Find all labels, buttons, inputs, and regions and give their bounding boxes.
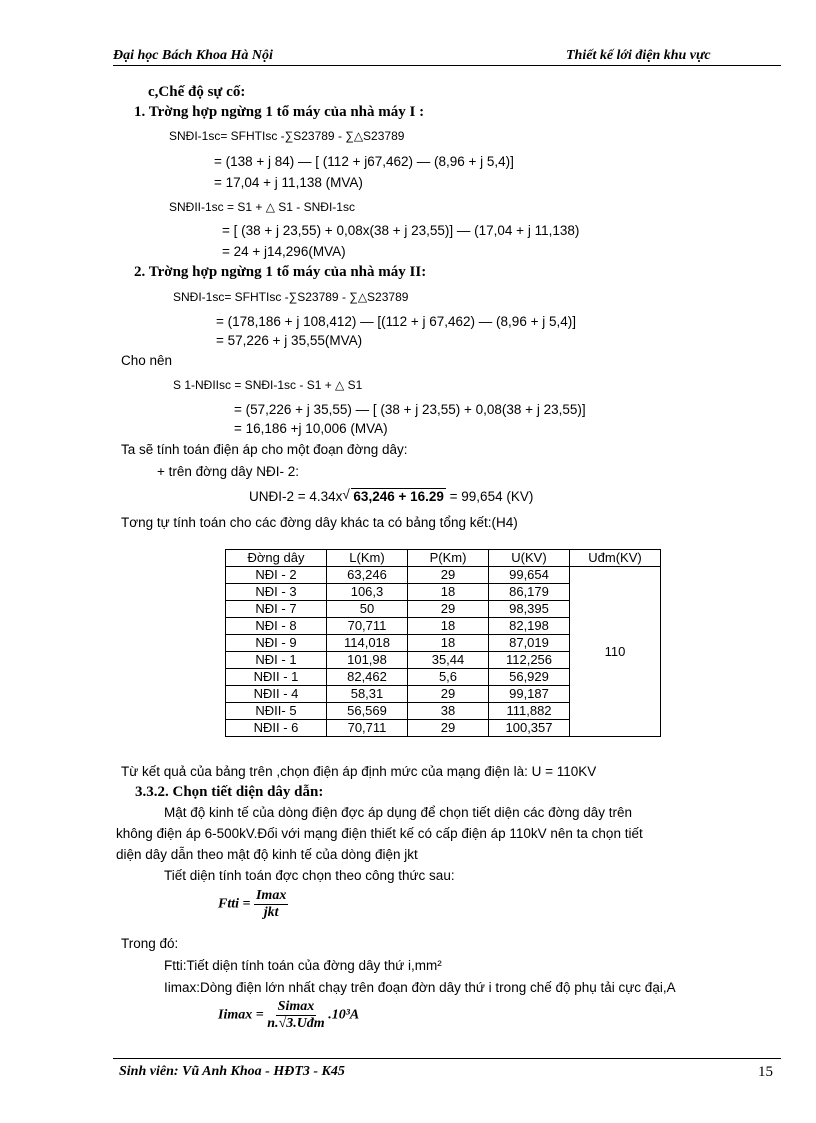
table-cell: 100,357 <box>489 720 570 737</box>
voltage-formula-radicand: 63,246 + 16.29 <box>353 489 444 504</box>
table-cell: 35,44 <box>408 652 489 669</box>
voltage-summary: Tơng tự tính toán cho các đờng dây khác ta có bảng tổng kết:(H4) <box>121 515 518 530</box>
case1-eq3: = 17,04 + j 11,138 (MVA) <box>214 175 363 190</box>
trong-do: Trong đó: <box>121 936 179 951</box>
formula-ftti-numerator: Imax <box>255 888 287 903</box>
table-cell: 101,98 <box>327 652 408 669</box>
case2-eq1: SNĐI-1sc= SFHTIsc -∑S23789 - ∑△S23789 <box>173 290 409 304</box>
para-line-2: không điện áp 6-500kV.Đối với mạng điện thiết kế có cấp điện áp 110kV nên ta chọn tiết <box>116 826 643 841</box>
formula-iimax-right: .10³A <box>328 1007 360 1023</box>
table-cell: 18 <box>408 584 489 601</box>
footer-rule <box>113 1058 781 1059</box>
case3-eq2: = (57,226 + j 35,55) — [ (38 + j 23,55) + 0,08(38 + j 23,55)] <box>234 402 586 417</box>
case2-eq3: = 57,226 + j 35,55(MVA) <box>216 333 363 348</box>
table-cell: 111,882 <box>489 703 570 720</box>
formula-ftti-denominator: jkt <box>263 905 279 920</box>
summary-table <box>225 549 661 737</box>
header-rule <box>113 65 781 66</box>
case1-eq2: = (138 + j 84) — [ (112 + j67,462) — (8,96 + j 5,4)] <box>214 154 514 169</box>
table-cell: 98,395 <box>489 601 570 618</box>
table-cell: 112,256 <box>489 652 570 669</box>
formula-iimax-denominator: n.√3.Uđm <box>267 1016 325 1031</box>
table-cell: 106,3 <box>327 584 408 601</box>
table-cell: 70,711 <box>327 720 408 737</box>
para-line-4: Tiết diện tính toán đợc chọn theo công thức sau: <box>164 868 455 883</box>
table-cell: NĐI - 7 <box>226 601 327 618</box>
formula-iimax-fraction <box>267 999 324 1032</box>
section-332-title: 3.3.2. Chọn tiết diện dây dẫn: <box>135 784 324 800</box>
col-header: Đờng dây <box>226 550 327 567</box>
table-cell: NĐI - 9 <box>226 635 327 652</box>
case1-eq6: = 24 + j14,296(MVA) <box>222 244 346 259</box>
formula-iimax-left: Iimax = <box>218 1007 264 1023</box>
page-number: 15 <box>758 1064 773 1080</box>
case2-title: 2. Trờng hợp ngừng 1 tổ máy của nhà máy II: <box>134 264 427 280</box>
voltage-intro: Ta sẽ tính toán điện áp cho một đoạn đờng dây: <box>121 442 408 457</box>
table-cell: 29 <box>408 601 489 618</box>
table-cell: 50 <box>327 601 408 618</box>
definition-iimax: Iimax:Dòng điện lớn nhất chạy trên đoạn đờn dây thứ i trong chế độ phụ tải cực đại,A <box>164 980 676 995</box>
table-cell: 58,31 <box>327 686 408 703</box>
col-header: P(Km) <box>408 550 489 567</box>
table-cell: 82,198 <box>489 618 570 635</box>
table-cell: 114,018 <box>327 635 408 652</box>
voltage-formula-right: = 99,654 (KV) <box>449 489 534 504</box>
table-cell: 29 <box>408 686 489 703</box>
table-cell: 29 <box>408 720 489 737</box>
formula-iimax <box>218 999 359 1032</box>
voltage-line: + trên đờng dây NĐI- 2: <box>157 464 300 479</box>
table-cell: NĐII - 6 <box>226 720 327 737</box>
sqrt-symbol: √ 63,246 + 16.29 <box>342 487 444 504</box>
col-header: Uđm(KV) <box>570 550 661 567</box>
case1-title: 1. Trờng hợp ngừng 1 tổ máy của nhà máy I : <box>134 104 425 120</box>
case1-eq5: = [ (38 + j 23,55) + 0,08x(38 + j 23,55)] — (17,04 + j 11,138) <box>222 223 580 238</box>
table-header-row <box>226 550 661 567</box>
table-cell: 63,246 <box>327 567 408 584</box>
para-line-1: Mật độ kinh tế của dòng điện đợc áp dụng để chọn tiết diện các đờng dây trên <box>164 805 633 820</box>
case3-eq1: S 1-NĐIIsc = SNĐI-1sc - S1 + △ S1 <box>173 378 363 392</box>
formula-iimax-numerator: Simax <box>277 999 315 1014</box>
table-cell: 86,179 <box>489 584 570 601</box>
table-cell: 70,711 <box>327 618 408 635</box>
table-cell: 56,569 <box>327 703 408 720</box>
header-right: Thiết kế lới điện khu vực <box>566 48 711 63</box>
col-header: L(Km) <box>327 550 408 567</box>
table-cell: 82,462 <box>327 669 408 686</box>
table-cell: NĐI - 8 <box>226 618 327 635</box>
col-header: U(KV) <box>489 550 570 567</box>
formula-ftti-left: Ftti = <box>218 896 251 912</box>
table-row <box>226 567 661 584</box>
section-title-c: c,Chế độ sự cố: <box>148 84 246 100</box>
table-cell: NĐII- 5 <box>226 703 327 720</box>
table-cell: 99,654 <box>489 567 570 584</box>
table-cell: 29 <box>408 567 489 584</box>
udm-cell: 110 <box>570 567 661 737</box>
table-cell: NĐI - 2 <box>226 567 327 584</box>
table-cell: NĐII - 4 <box>226 686 327 703</box>
table-cell: 18 <box>408 618 489 635</box>
case2-eq2: = (178,186 + j 108,412) — [(112 + j 67,462) — (8,96 + j 5,4)] <box>216 314 576 329</box>
header-left: Đại học Bách Khoa Hà Nội <box>113 48 273 63</box>
conclusion: Từ kết quả của bảng trên ,chọn điện áp định mức của mạng điện là: U = 110KV <box>121 764 597 779</box>
table-cell: NĐI - 3 <box>226 584 327 601</box>
case1-eq4: SNĐII-1sc = S1 + △ S1 - SNĐI-1sc <box>169 200 355 214</box>
formula-ftti <box>218 888 288 921</box>
footer-left: Sinh viên: Vũ Anh Khoa - HĐT3 - K45 <box>119 1064 345 1079</box>
table-cell: NĐII - 1 <box>226 669 327 686</box>
voltage-formula <box>249 489 533 504</box>
case1-eq1: SNĐI-1sc= SFHTIsc -∑S23789 - ∑△S23789 <box>169 129 405 143</box>
table-cell: 56,929 <box>489 669 570 686</box>
table-cell: NĐI - 1 <box>226 652 327 669</box>
definition-ftti: Ftti:Tiết diện tính toán của đờng dây thứ i,mm² <box>164 958 442 973</box>
table-cell: 87,019 <box>489 635 570 652</box>
voltage-formula-left: UNĐI-2 = 4.34x <box>249 489 343 504</box>
table-cell: 99,187 <box>489 686 570 703</box>
table-cell: 18 <box>408 635 489 652</box>
case3-eq3: = 16,186 +j 10,006 (MVA) <box>234 421 388 436</box>
table-cell: 5,6 <box>408 669 489 686</box>
table-cell: 38 <box>408 703 489 720</box>
para-line-3: diện dây dẫn theo mật độ kinh tế của dòng điện jkt <box>116 847 418 862</box>
formula-ftti-fraction <box>254 888 288 921</box>
cho-nen: Cho nên <box>121 353 173 368</box>
